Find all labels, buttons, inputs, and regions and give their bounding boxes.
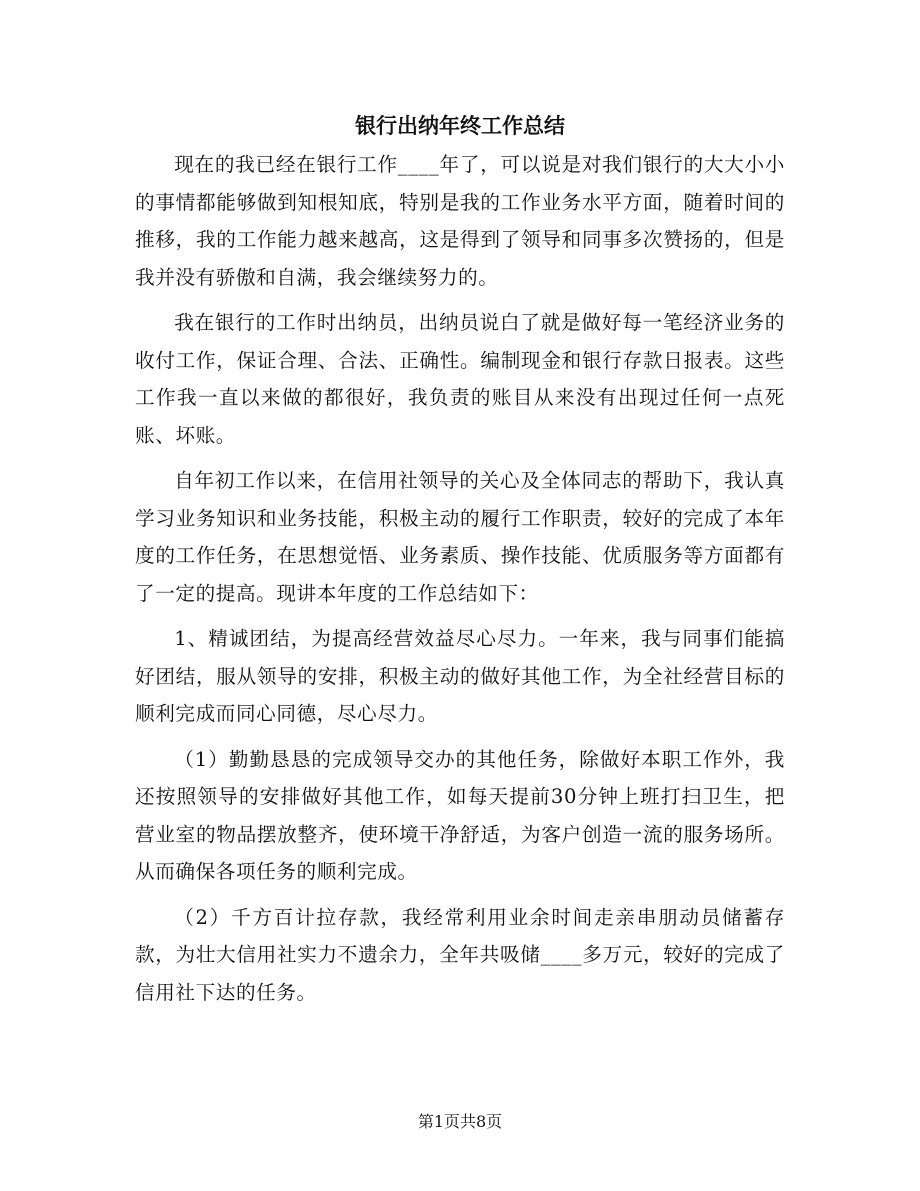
paragraph-section-1: 1、精诚团结，为提高经营效益尽心尽力。一年来，我与同事们能搞好团结，服从领导的安排，积极主动的做好其他工作，为全社经营目标的顺利完成而同心同德，尽心尽力。 bbox=[135, 627, 785, 725]
document-body bbox=[135, 146, 785, 1019]
page-number-footer: 第1页共8页 bbox=[417, 1112, 503, 1131]
paragraph-intro: 现在的我已经在银行工作____年了，可以说是对我们银行的大大小小的事情都能够做到知根知底，特别是我的工作业务水平方面，随着时间的推移，我的工作能力越来越高，这是得到了领导和同事多次赞扬的，但是我并没有骄傲和自满，我会继续努力的。 bbox=[135, 153, 785, 289]
paragraph-item-2: （2）千方百计拉存款，我经常利用业余时间走亲串朋动员储蓄存款，为壮大信用社实力不遗余力，全年共吸储____多万元，较好的完成了信用社下达的任务。 bbox=[135, 905, 785, 1004]
paragraph-year-overview: 自年初工作以来，在信用社领导的关心及全体同志的帮助下，我认真学习业务知识和业务技能，积极主动的履行工作职责，较好的完成了本年度的工作任务，在思想觉悟、业务素质、操作技能、优质服务等方面都有了一定的提高。现讲本年度的工作总结如下： bbox=[135, 469, 785, 605]
document-title: 银行出纳年终工作总结 bbox=[355, 114, 565, 138]
paragraph-item-1: （1）勤勤恳恳的完成领导交办的其他任务，除做好本职工作外，我还按照领导的安排做好其他工作，如每天提前30分钟上班打扫卫生，把营业室的物品摆放整齐，使环境干净舒适，为客户创造一流的服务场所。从而确保各项任务的顺利完成。 bbox=[135, 747, 785, 883]
paragraph-cashier-duties: 我在银行的工作时出纳员，出纳员说白了就是做好每一笔经济业务的收付工作，保证合理、合法、正确性。编制现金和银行存款日报表。这些工作我一直以来做的都很好，我负责的账目从来没有出现过任何一点死账、坏账。 bbox=[135, 311, 785, 447]
